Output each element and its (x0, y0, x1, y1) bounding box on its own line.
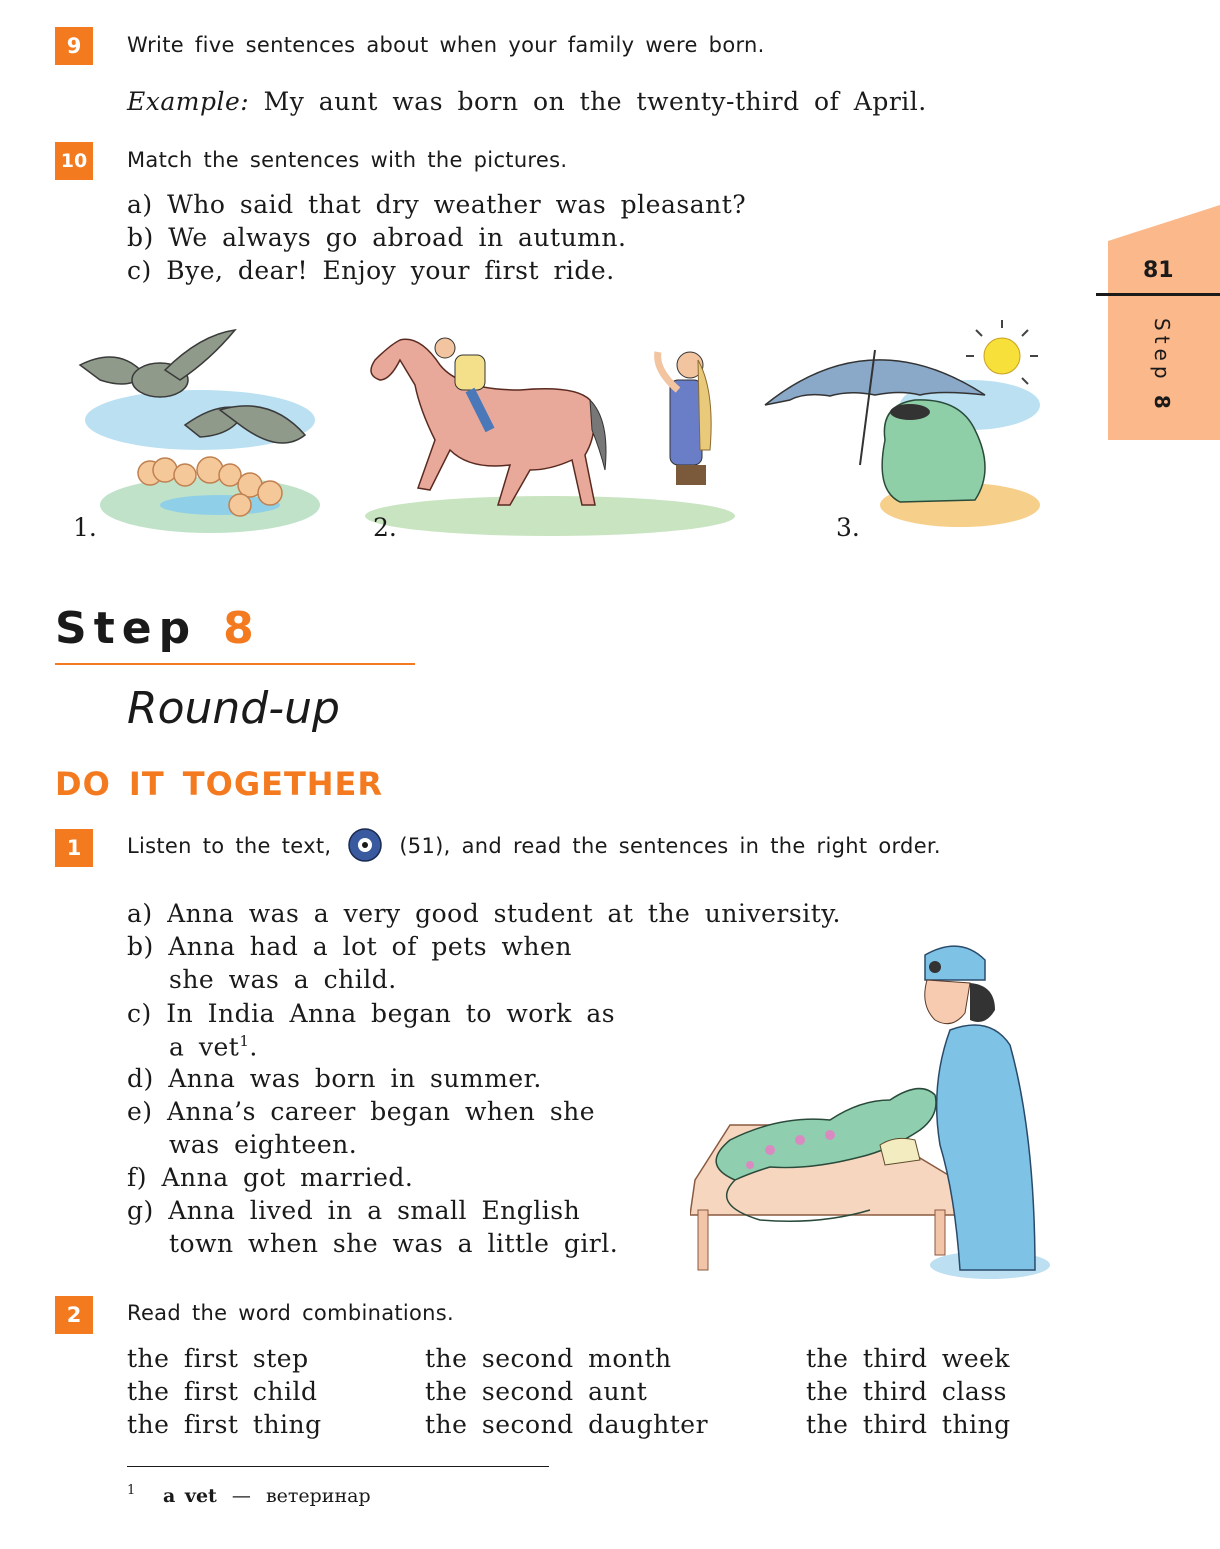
footnote-text: a vet — ветеринар (163, 1485, 371, 1507)
combo-col2-row1: the second month (425, 1344, 672, 1373)
exercise-1-line-b-cont: she was a child. (169, 965, 397, 994)
exercise-10-badge: 10 (55, 142, 93, 180)
combo-col1-row2: the first child (127, 1377, 318, 1406)
footnote-mark: 1 (127, 1483, 136, 1498)
exercise-1-badge: 1 (55, 829, 93, 867)
step-heading-word: Step (55, 603, 198, 654)
combo-col3-row1: the third week (806, 1344, 1011, 1373)
exercise-9-instruction: Write five sentences about when your family were born. (127, 33, 765, 57)
section-heading: DO IT TOGETHER (55, 765, 384, 803)
exercise-1-instruction: Listen to the text, (51), and read the sentences in the right order. (127, 834, 941, 858)
page-tab-step-label: Step 8 (1150, 318, 1174, 414)
combo-col3-row3: the third thing (806, 1410, 1011, 1439)
combo-col2-row3: the second daughter (425, 1410, 709, 1439)
step-heading-underline (55, 663, 415, 665)
page-number: 81 (1143, 258, 1174, 283)
exercise-1-line-g: g) Anna lived in a small English (127, 1196, 581, 1225)
step-heading (55, 603, 261, 654)
picture-label-2: 2. (373, 513, 397, 542)
exercise-1-line-a: a) Anna was a very good student at the university. (127, 899, 841, 928)
illustration-birds (70, 325, 335, 535)
example-label: Example: (127, 87, 250, 116)
exercise-1-line-e: e) Anna’s career began when she (127, 1097, 596, 1126)
exercise-9-badge: 9 (55, 27, 93, 65)
exercise-2-badge: 2 (55, 1296, 93, 1334)
exercise-1-line-e-cont: was eighteen. (169, 1130, 358, 1159)
cd-icon (348, 834, 382, 858)
exercise-10-instruction: Match the sentences with the pictures. (127, 148, 568, 172)
step-subtitle: Round-up (127, 683, 340, 734)
illustration-frog-umbrella (760, 320, 1050, 530)
exercise-10-item-c: c) Bye, dear! Enjoy your first ride. (127, 256, 615, 285)
picture-label-3: 3. (836, 513, 860, 542)
footnote-rule (127, 1466, 549, 1467)
combo-col2-row2: the second aunt (425, 1377, 648, 1406)
exercise-1-line-d: d) Anna was born in summer. (127, 1064, 542, 1093)
exercise-10-item-a: a) Who said that dry weather was pleasant? (127, 190, 747, 219)
illustration-vet-iguana (690, 935, 1050, 1285)
illustration-horse-rider (360, 320, 740, 540)
exercise-9-example (127, 87, 927, 116)
exercise-1-line-b: b) Anna had a lot of pets when (127, 932, 572, 961)
step-heading-number: 8 (223, 603, 261, 654)
exercise-10-item-b: b) We always go abroad in autumn. (127, 223, 627, 252)
exercise-1-line-c: c) In India Anna began to work as (127, 999, 616, 1028)
exercise-2-instruction: Read the word combinations. (127, 1301, 455, 1325)
exercise-1-line-f: f) Anna got married. (127, 1163, 414, 1192)
example-text: My aunt was born on the twenty-third of April. (263, 87, 927, 116)
combo-col3-row2: the third class (806, 1377, 1007, 1406)
combo-col1-row1: the first step (127, 1344, 309, 1373)
picture-label-1: 1. (73, 513, 97, 542)
exercise-1-line-g-cont: town when she was a little girl. (169, 1229, 619, 1258)
footnote-ref: 1 (239, 1032, 250, 1050)
exercise-1-line-c-cont: a vet$^1$. (169, 1032, 258, 1062)
combo-col1-row3: the first thing (127, 1410, 322, 1439)
